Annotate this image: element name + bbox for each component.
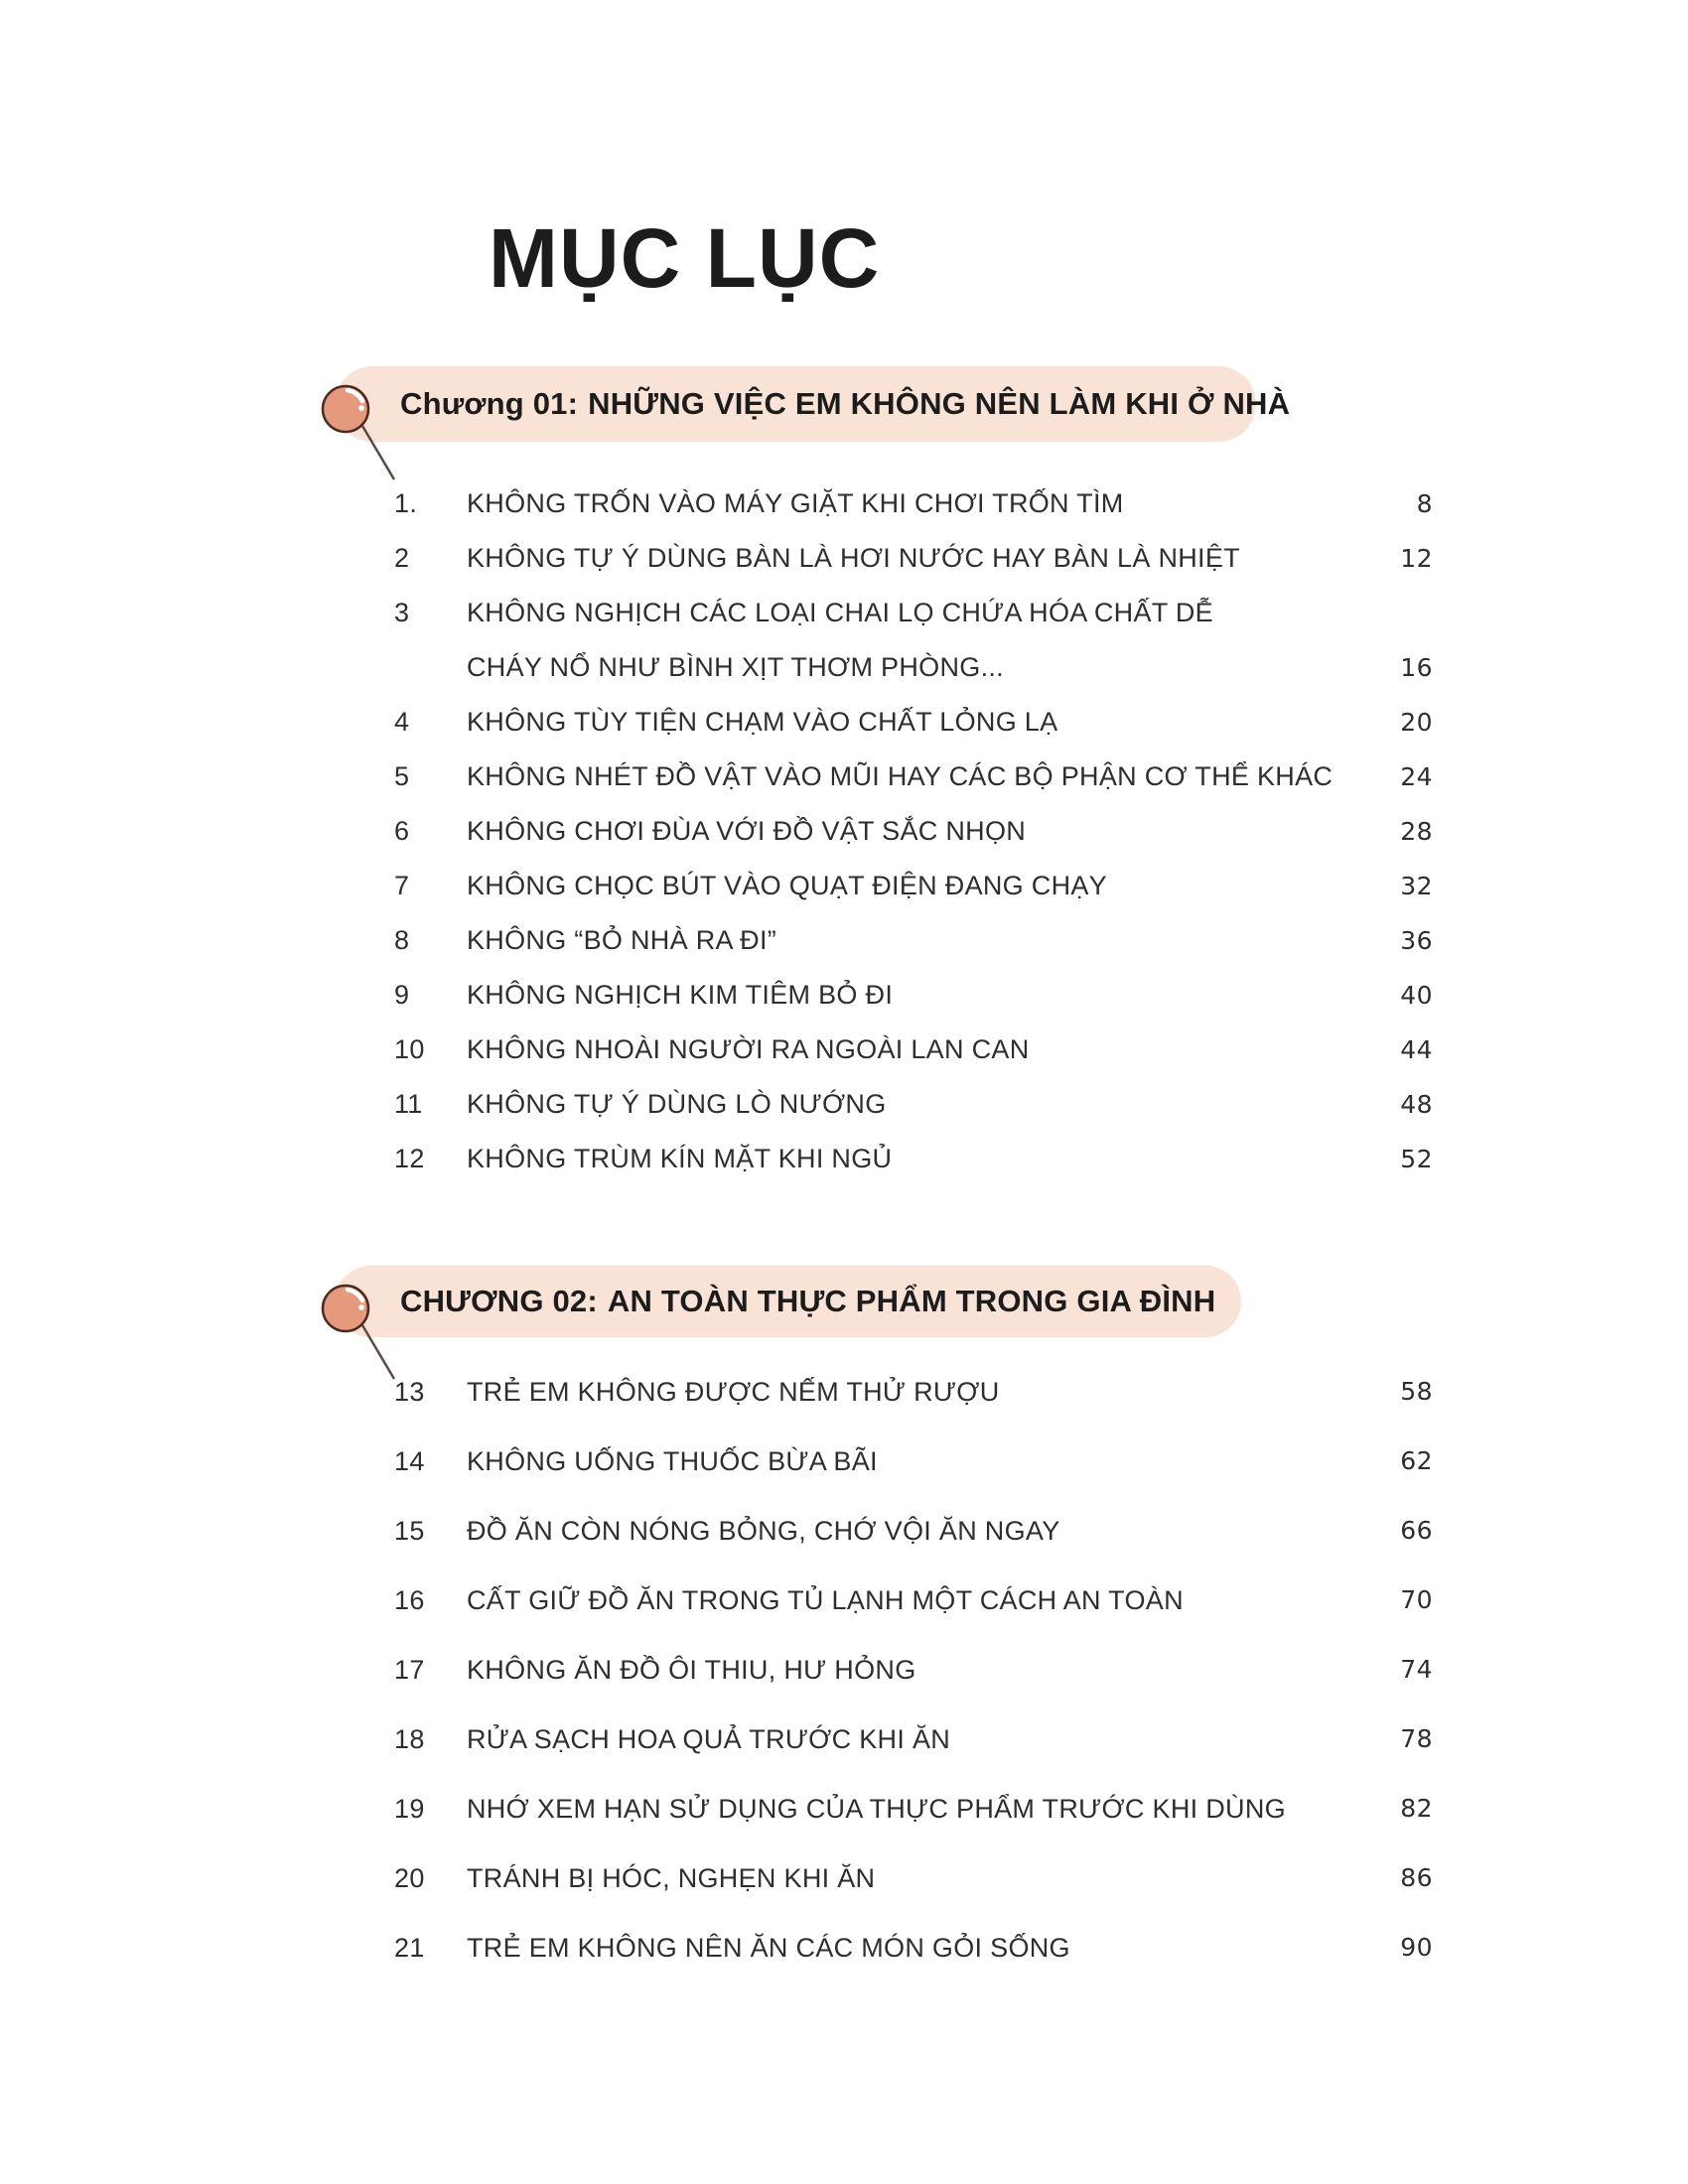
toc-item-page: 82 <box>1400 1794 1433 1823</box>
toc-item-title <box>467 1023 1373 1077</box>
toc-item-page: 90 <box>1400 1933 1433 1962</box>
toc-item-number: 1. <box>394 488 418 518</box>
toc-item-line: KHÔNG CHỌC BÚT VÀO QUẠT ĐIỆN ĐANG CHẠY <box>467 871 1107 900</box>
chapter-1-toc-list <box>394 477 1433 1186</box>
chapter-2-toc-list <box>394 1357 1433 1982</box>
toc-item-title <box>467 1705 1373 1774</box>
toc-item-line: ĐỒ ĂN CÒN NÓNG BỎNG, CHỚ VỘI ĂN NGAY <box>467 1516 1060 1546</box>
toc-item-title <box>467 477 1373 531</box>
toc-row <box>394 1427 1433 1496</box>
toc-item-number: 19 <box>394 1794 425 1824</box>
toc-row <box>394 695 1433 750</box>
toc-item-page: 62 <box>1400 1446 1433 1475</box>
toc-item-line: KHÔNG ĂN ĐỒ ÔI THIU, HƯ HỎNG <box>467 1655 916 1685</box>
toc-item-title <box>467 1427 1373 1496</box>
toc-item-title <box>467 750 1373 804</box>
chapter-1-heading: NHỮNG VIỆC EM KHÔNG NÊN LÀM KHI Ở NHÀ <box>588 386 1291 421</box>
toc-item-page: 78 <box>1400 1724 1433 1753</box>
toc-row <box>394 859 1433 913</box>
toc-item-line: KHÔNG “BỎ NHÀ RA ĐI” <box>467 925 777 955</box>
toc-item-title <box>467 859 1373 913</box>
toc-item-number: 13 <box>394 1377 425 1407</box>
toc-item-number: 8 <box>394 925 410 955</box>
toc-item-line: TRẺ EM KHÔNG ĐƯỢC NẾM THỬ RƯỢU <box>467 1377 1000 1407</box>
toc-item-number: 4 <box>394 707 410 737</box>
toc-item-title <box>467 804 1373 859</box>
toc-row <box>394 1496 1433 1566</box>
toc-item-number: 16 <box>394 1585 425 1615</box>
toc-item-line: TRẺ EM KHÔNG NÊN ĂN CÁC MÓN GỎI SỐNG <box>467 1933 1070 1963</box>
page-title: MỤC LỤC <box>489 211 881 306</box>
toc-row <box>394 1635 1433 1705</box>
toc-item-title <box>467 1077 1373 1132</box>
toc-item-page: 48 <box>1400 1090 1433 1119</box>
toc-item-title <box>467 1132 1373 1186</box>
toc-item-title <box>467 1774 1373 1843</box>
toc-item-page: 8 <box>1416 489 1433 518</box>
toc-item-line: KHÔNG TRÙM KÍN MẶT KHI NGỦ <box>467 1144 893 1173</box>
toc-item-number: 21 <box>394 1933 425 1963</box>
chapter-2-banner <box>335 1266 1241 1337</box>
toc-row <box>394 1023 1433 1077</box>
toc-item-number: 12 <box>394 1144 425 1173</box>
toc-row <box>394 531 1433 586</box>
toc-item-title <box>467 1913 1373 1982</box>
toc-item-page: 70 <box>1400 1585 1433 1614</box>
toc-row <box>394 1566 1433 1635</box>
toc-item-number: 6 <box>394 816 410 846</box>
toc-item-page: 28 <box>1400 817 1433 846</box>
toc-item-page: 58 <box>1400 1377 1433 1406</box>
chapter-2-title <box>335 1284 1215 1319</box>
toc-item-line: KHÔNG CHƠI ĐÙA VỚI ĐỒ VẬT SẮC NHỌN <box>467 816 1027 846</box>
toc-row <box>394 804 1433 859</box>
chapter-2-heading: AN TOÀN THỰC PHẨM TRONG GIA ĐÌNH <box>607 1284 1216 1318</box>
toc-item-line: CẤT GIỮ ĐỒ ĂN TRONG TỦ LẠNH MỘT CÁCH AN TOÀN <box>467 1585 1184 1615</box>
toc-row <box>394 1913 1433 1982</box>
toc-row <box>394 968 1433 1023</box>
toc-item-title <box>467 695 1373 750</box>
toc-item-page: 44 <box>1400 1035 1433 1064</box>
toc-row <box>394 1705 1433 1774</box>
toc-item-number: 20 <box>394 1863 425 1893</box>
toc-item-line: KHÔNG NHÉT ĐỒ VẬT VÀO MŨI HAY CÁC BỘ PHẬN CƠ THỂ KHÁC <box>467 761 1334 791</box>
toc-row <box>394 1774 1433 1843</box>
toc-item-title <box>467 1496 1373 1566</box>
toc-item-page: 24 <box>1400 762 1433 791</box>
toc-row <box>394 1843 1433 1913</box>
toc-item-number: 15 <box>394 1516 425 1546</box>
toc-item-page: 40 <box>1400 981 1433 1010</box>
toc-item-line: RỬA SẠCH HOA QUẢ TRƯỚC KHI ĂN <box>467 1724 951 1754</box>
toc-item-title <box>467 586 1373 695</box>
toc-item-number: 7 <box>394 871 410 900</box>
toc-item-line: KHÔNG NGHỊCH KIM TIÊM BỎ ĐI <box>467 980 894 1010</box>
toc-item-page: 74 <box>1400 1655 1433 1684</box>
toc-item-number: 10 <box>394 1034 425 1064</box>
toc-item-line: KHÔNG UỐNG THUỐC BỪA BÃI <box>467 1446 878 1476</box>
toc-row <box>394 1132 1433 1186</box>
toc-item-title <box>467 531 1373 586</box>
toc-item-line: KHÔNG NGHỊCH CÁC LOẠI CHAI LỌ CHỨA HÓA CHẤT DỄ <box>467 598 1213 627</box>
toc-item-line: KHÔNG TỰ Ý DÙNG BÀN LÀ HƠI NƯỚC HAY BÀN LÀ NHIỆT <box>467 543 1240 573</box>
toc-row <box>394 477 1433 531</box>
toc-item-number: 14 <box>394 1446 425 1476</box>
toc-item-title <box>467 913 1373 968</box>
toc-item-number: 3 <box>394 598 410 627</box>
toc-item-line: TRÁNH BỊ HÓC, NGHẸN KHI ĂN <box>467 1863 876 1893</box>
toc-row <box>394 1077 1433 1132</box>
toc-item-line: KHÔNG TỰ Ý DÙNG LÒ NƯỚNG <box>467 1089 887 1119</box>
toc-item-title <box>467 1635 1373 1705</box>
toc-item-number: 5 <box>394 761 410 791</box>
toc-item-page: 66 <box>1400 1516 1433 1545</box>
toc-item-line: KHÔNG TÙY TIỆN CHẠM VÀO CHẤT LỎNG LẠ <box>467 707 1058 737</box>
toc-row <box>394 586 1433 695</box>
toc-item-title <box>467 1566 1373 1635</box>
toc-item-line: KHÔNG TRỐN VÀO MÁY GIẶT KHI CHƠI TRỐN TÌM <box>467 488 1124 518</box>
toc-item-number: 2 <box>394 543 410 573</box>
toc-item-number: 11 <box>394 1089 423 1119</box>
toc-item-line: CHÁY NỔ NHƯ BÌNH XỊT THƠM PHÒNG... <box>467 652 1004 682</box>
toc-item-line: KHÔNG NHOÀI NGƯỜI RA NGOÀI LAN CAN <box>467 1034 1030 1064</box>
toc-item-number: 18 <box>394 1724 425 1754</box>
toc-item-page: 32 <box>1400 872 1433 900</box>
toc-row <box>394 1357 1433 1427</box>
chapter-2-label: CHƯƠNG 02: <box>400 1284 598 1318</box>
toc-item-page: 52 <box>1400 1145 1433 1173</box>
toc-row <box>394 750 1433 804</box>
toc-item-title <box>467 1843 1373 1913</box>
toc-row <box>394 913 1433 968</box>
toc-item-page: 36 <box>1400 926 1433 955</box>
toc-item-number: 9 <box>394 980 410 1010</box>
toc-item-page: 20 <box>1400 708 1433 737</box>
toc-item-page: 16 <box>1400 653 1433 682</box>
toc-item-line: NHỚ XEM HẠN SỬ DỤNG CỦA THỰC PHẨM TRƯỚC KHI DÙNG <box>467 1794 1286 1824</box>
chapter-1-title <box>335 386 1290 422</box>
toc-item-page: 12 <box>1400 544 1433 573</box>
toc-item-title <box>467 1357 1373 1427</box>
toc-item-title <box>467 968 1373 1023</box>
toc-item-number: 17 <box>394 1655 425 1685</box>
chapter-1-label: Chương 01: <box>400 386 579 421</box>
toc-item-page: 86 <box>1400 1863 1433 1892</box>
chapter-1-banner <box>335 366 1291 442</box>
